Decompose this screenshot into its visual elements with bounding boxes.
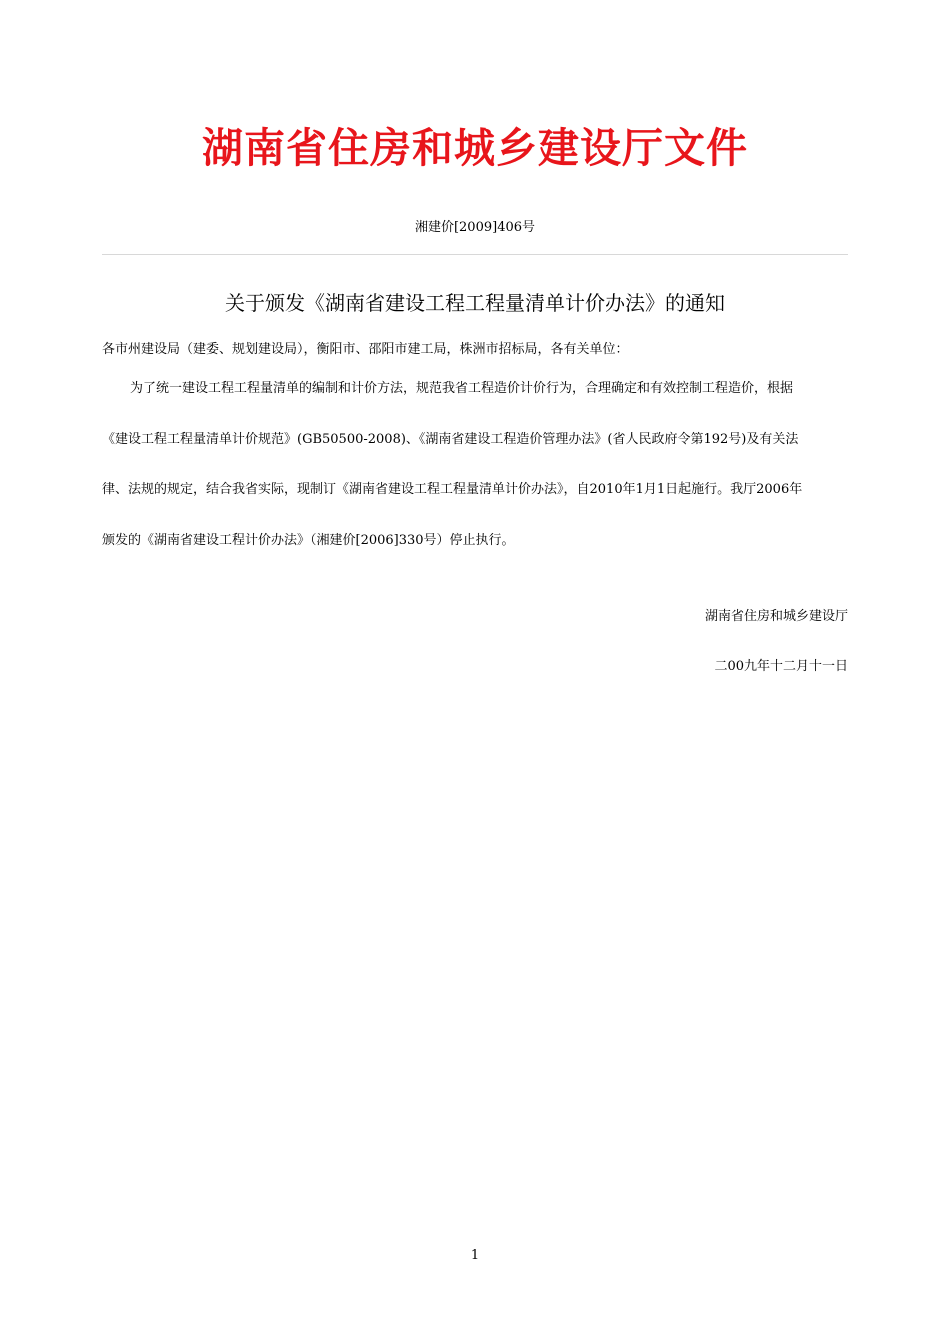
document-number: 湘建价[2009]406号 — [414, 220, 536, 235]
sign-date: 二00九年十二月十一日 — [714, 659, 848, 674]
body-line: 《建设工程工程量清单计价规范》(GB50500-2008)、《湖南省建设工程造价管理办法》(省人民政府令第192号)及有关法 — [102, 431, 799, 447]
body-line: 律、法规的规定，结合我省实际，现制订《湖南省建设工程工程量清单计价办法》，自2010年1月1日起施行。我厅2006年 — [102, 482, 803, 497]
body-paragraph — [102, 375, 848, 577]
body-line: 为了统一建设工程工程量清单的编制和计价方法，规范我省工程造价计价行为，合理确定和有效控制工程造价，根据 — [130, 381, 794, 396]
document-header-title: 湖南省住房和城乡建设厅文件 — [202, 124, 748, 172]
signer: 湖南省住房和城乡建设厅 — [704, 609, 848, 624]
header-divider — [102, 254, 848, 255]
addressee-line: 各市州建设局（建委、规划建设局），衡阳市、邵阳市建工局，株洲市招标局，各有关单位： — [102, 342, 629, 357]
notice-title: 关于颁发《湖南省建设工程工程量清单计价办法》的通知 — [225, 291, 725, 315]
page-number: 1 — [470, 1248, 480, 1263]
body-line: 颁发的《湖南省建设工程计价办法》（湘建价[2006]330号）停止执行。 — [102, 532, 515, 548]
